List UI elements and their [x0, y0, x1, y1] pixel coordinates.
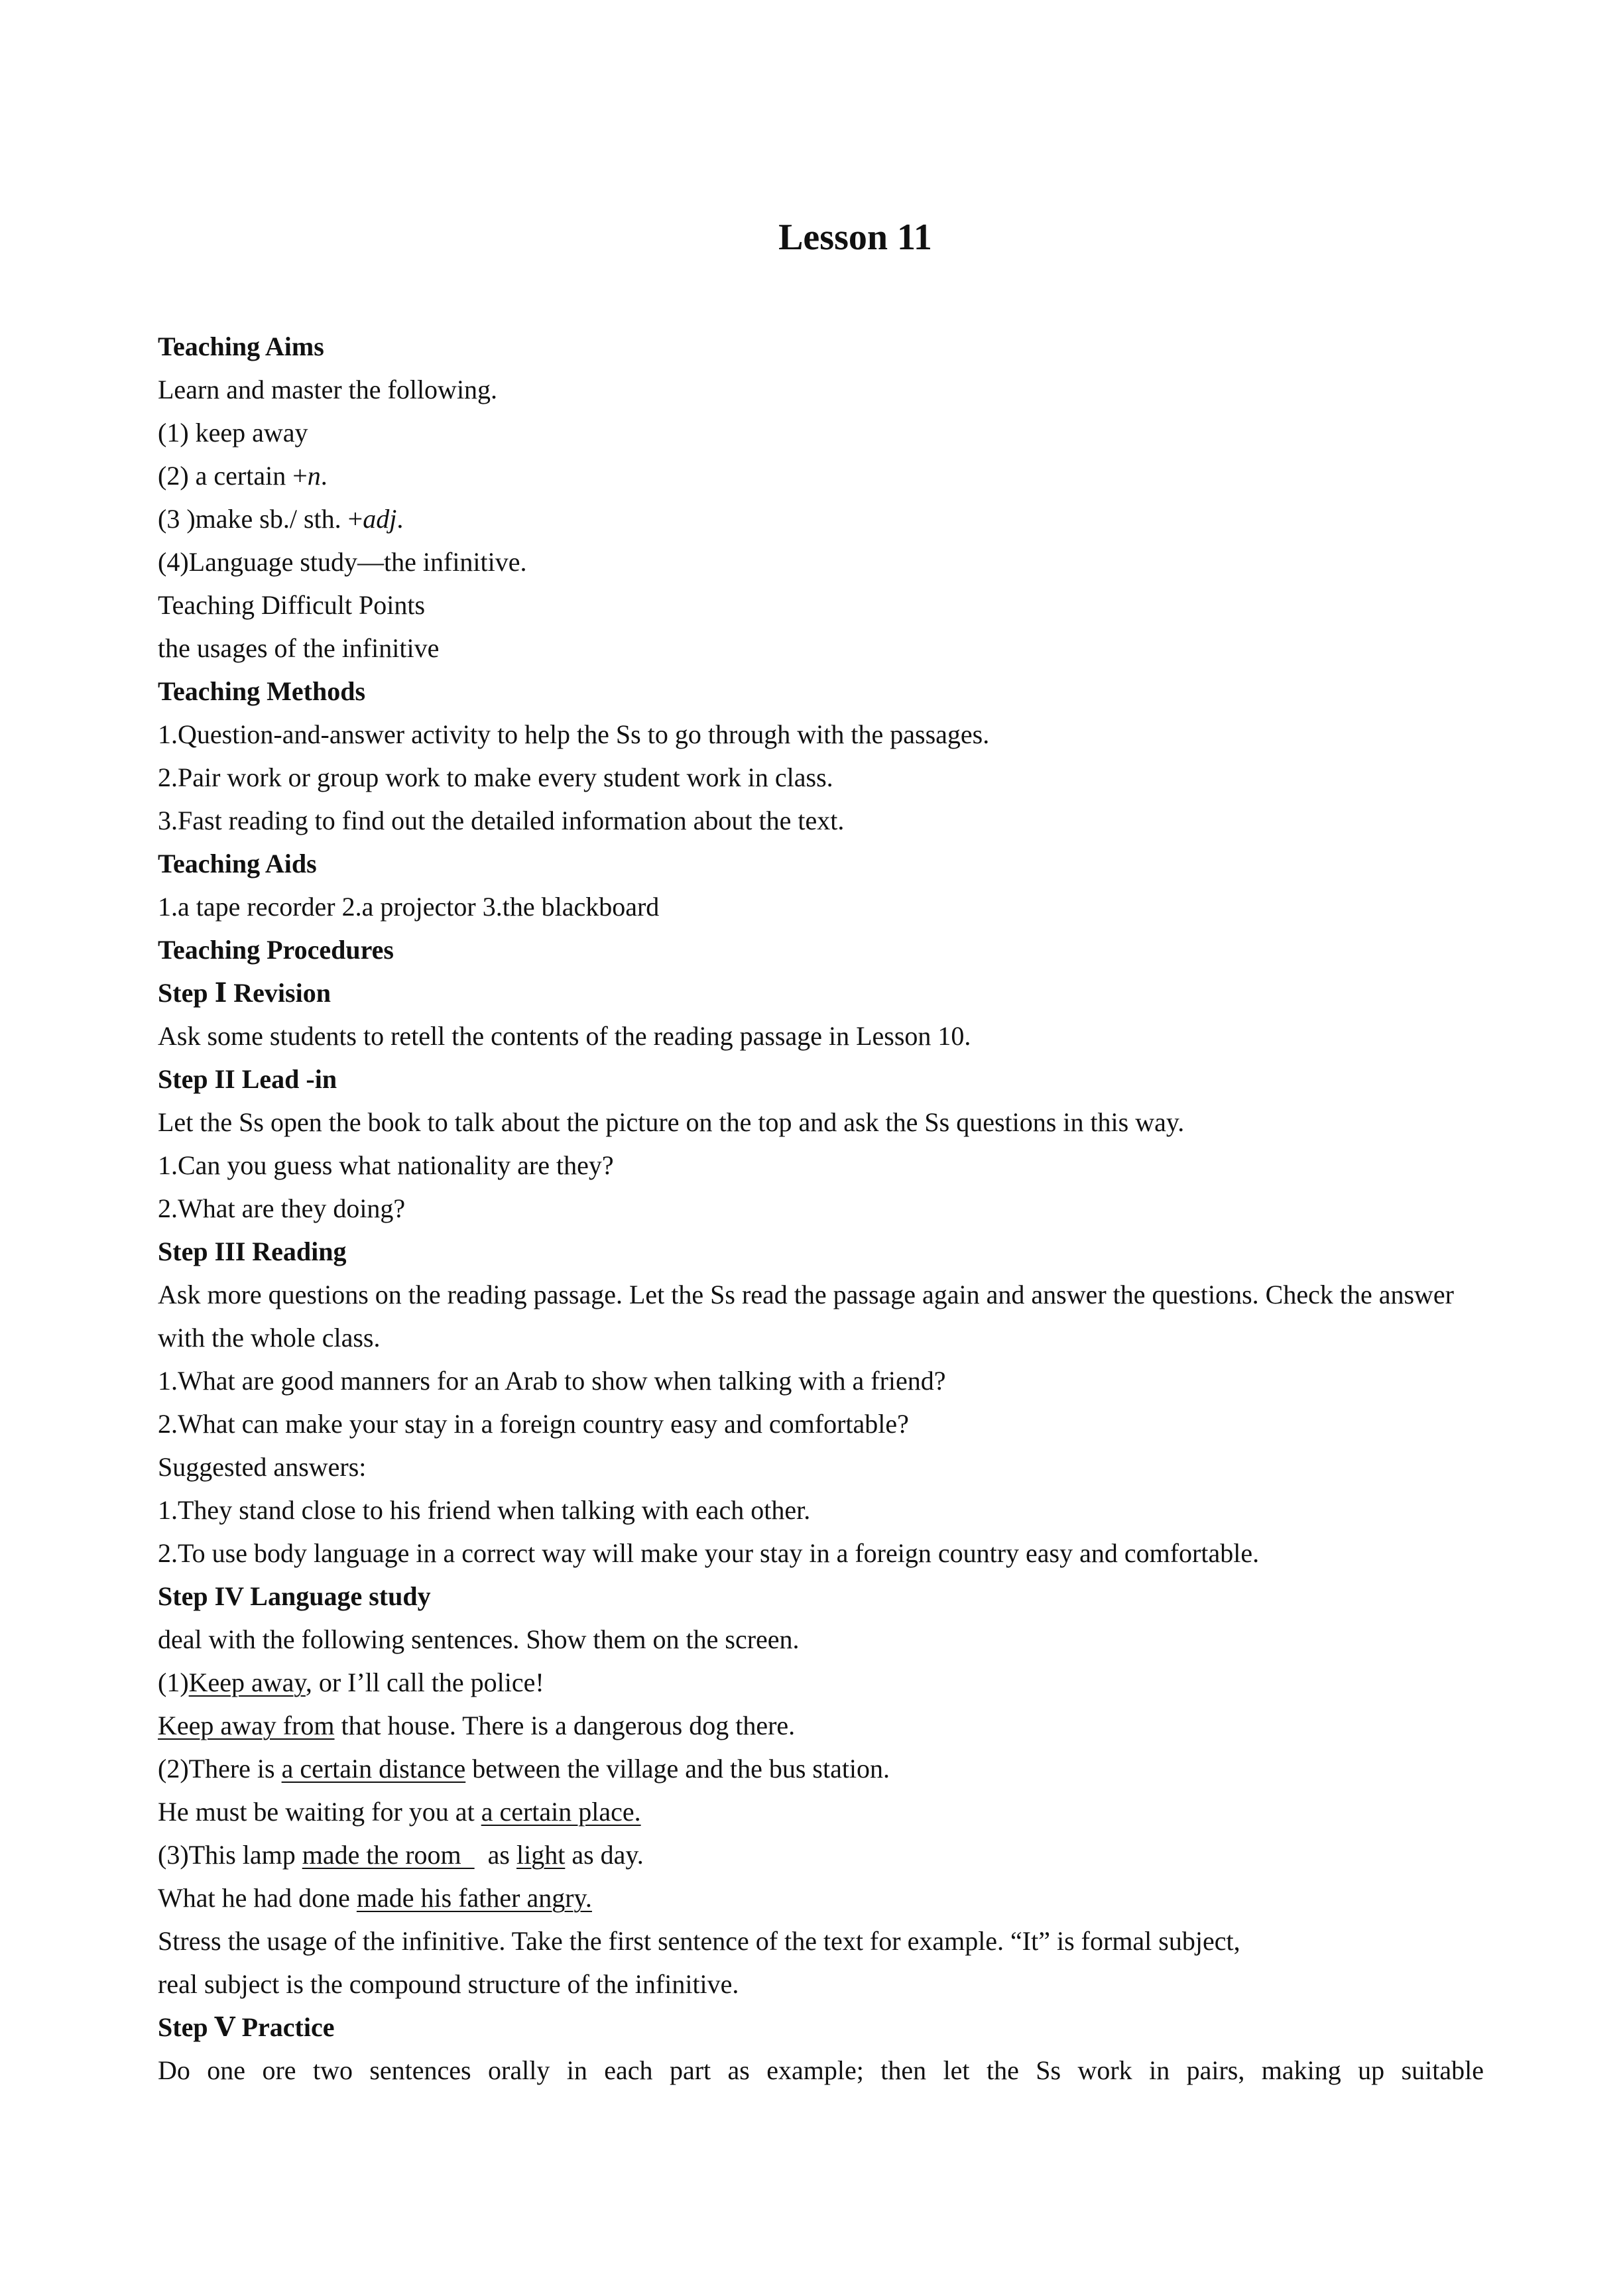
- step-5-heading: Step Ⅴ Practice: [158, 2012, 335, 2042]
- step-2-question-2: 2.What are they doing?: [158, 1193, 406, 1223]
- example-sentence: Keep away from that house. There is a dangerous dog there.: [158, 1711, 796, 1740]
- step-3-answer-2: 2.To use body language in a correct way will make your stay in a foreign country easy and comfortable.: [158, 1538, 1260, 1568]
- page-title: Lesson 11: [778, 217, 932, 258]
- teaching-aims-heading: Teaching Aims: [158, 332, 324, 361]
- step-2-text: Let the Ss open the book to talk about the picture on the top and ask the Ss questions in this way.: [158, 1107, 1185, 1137]
- aims-intro: Learn and master the following.: [158, 375, 498, 404]
- teaching-methods-heading: Teaching Methods: [158, 676, 366, 706]
- difficult-points-heading: Teaching Difficult Points: [158, 590, 426, 620]
- example-sentence: (2)There is a certain distance between the village and the bus station.: [158, 1754, 890, 1783]
- teaching-aids-text: 1.a tape recorder 2.a projector 3.the blackboard: [158, 892, 660, 922]
- aims-item-3: (3 )make sb./ sth. +adj.: [158, 504, 404, 534]
- step-3-question-2: 2.What can make your stay in a foreign country easy and comfortable?: [158, 1409, 909, 1439]
- example-sentence: He must be waiting for you at a certain place.: [158, 1797, 641, 1827]
- example-sentence: (3)This lamp made the room as light as day.: [158, 1840, 644, 1870]
- step-1-heading: Step Ⅰ Revision: [158, 978, 331, 1008]
- example-sentence: (1)Keep away, or I’ll call the police!: [158, 1667, 544, 1697]
- step-3-question-1: 1.What are good manners for an Arab to show when talking with a friend?: [158, 1366, 946, 1396]
- aims-item-4: (4)Language study—the infinitive.: [158, 547, 527, 577]
- step-1-text: Ask some students to retell the contents of the reading passage in Lesson 10.: [158, 1021, 971, 1051]
- example-sentence: What he had done made his father angry.: [158, 1883, 592, 1913]
- teaching-procedures-heading: Teaching Procedures: [158, 935, 394, 965]
- aims-item-1: (1) keep away: [158, 418, 308, 448]
- methods-item: 1.Question-and-answer activity to help the Ss to go through with the passages.: [158, 719, 990, 749]
- document-body: [158, 325, 1484, 2092]
- difficult-points-text: the usages of the infinitive: [158, 633, 440, 663]
- step-3-heading: Step III Reading: [158, 1237, 347, 1266]
- step-3-text: Ask more questions on the reading passage. Let the Ss read the passage again and answer the questions. Check the answer with the whole class.: [158, 1280, 1454, 1353]
- step-5-text: Do one ore two sentences orally in each part as example; then let the Ss work in pairs, making up suitable: [158, 2055, 1484, 2085]
- stress-note: real subject is the compound structure of the infinitive.: [158, 1969, 739, 1999]
- step-4-heading: Step IV Language study: [158, 1581, 431, 1611]
- methods-item: 3.Fast reading to find out the detailed information about the text.: [158, 806, 845, 835]
- stress-note: Stress the usage of the infinitive. Take the first sentence of the text for example. “It” is formal subject,: [158, 1926, 1240, 1956]
- teaching-aids-heading: Teaching Aids: [158, 849, 317, 878]
- step-2-question-1: 1.Can you guess what nationality are they?: [158, 1150, 614, 1180]
- step-2-heading: Step II Lead -in: [158, 1064, 337, 1094]
- suggested-answers-label: Suggested answers:: [158, 1452, 367, 1482]
- step-3-answer-1: 1.They stand close to his friend when talking with each other.: [158, 1495, 811, 1525]
- step-4-intro: deal with the following sentences. Show them on the screen.: [158, 1624, 800, 1654]
- aims-item-2: (2) a certain +n.: [158, 461, 328, 491]
- methods-item: 2.Pair work or group work to make every student work in class.: [158, 762, 833, 792]
